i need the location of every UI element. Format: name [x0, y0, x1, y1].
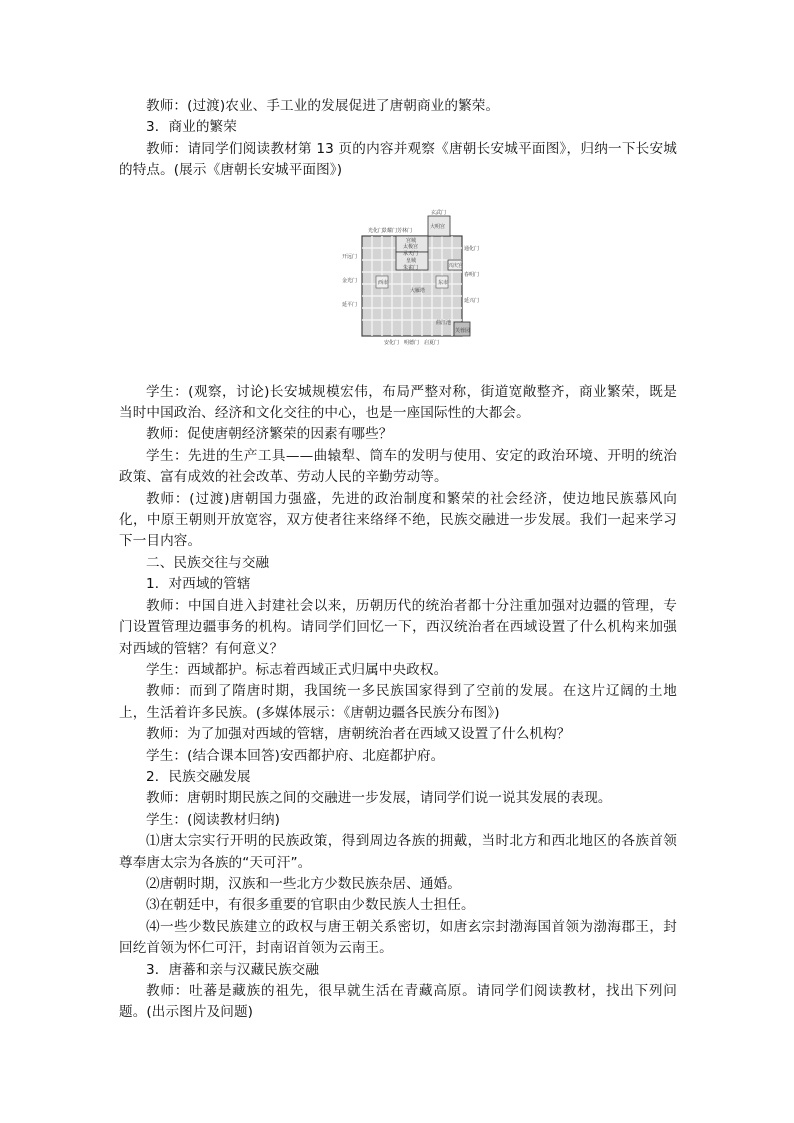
paragraph: 教师：(过渡)农业、手工业的发展促进了唐朝商业的繁荣。	[146, 98, 500, 114]
list-item: ⑴唐太宗实行开明的民族政策，得到周边各族的拥戴，当时北方和西北地区的各族首领尊奉唐太宗为各族的“天可汗”。	[119, 833, 677, 871]
map-label-tonghuamen: 通化门	[464, 245, 480, 252]
section-heading: 二、民族交往与交融	[146, 554, 270, 571]
paragraph: 教师：(过渡)唐朝国力强盛，先进的政治制度和繁荣的社会经济，使边地民族慕风向化，中原王朝则开放宽容，双方使者往来络绎不绝，民族交融进一步发展。我们一起来学习下一目内容。	[119, 490, 677, 550]
map-label-qujiangchi: 曲江池	[436, 319, 452, 326]
map-label-gongcheng: 宫城	[406, 237, 417, 244]
map-label-xishi: 西市	[378, 279, 389, 286]
list-item: ⑷一些少数民族建立的政权与唐王朝关系密切，如唐玄宗封渤海国首领为渤海郡王，封回纥首领为怀仁可汗，封南诏首领为云南王。	[119, 918, 677, 957]
subsection-heading: 1．对西域的管辖	[146, 576, 251, 593]
list-item: ⑵唐朝时期，汉族和一些北方少数民族杂居、通婚。	[146, 875, 461, 892]
map-label-kaiyuanmen: 开远门	[342, 253, 358, 260]
section-heading: 3．商业的繁荣	[146, 119, 237, 136]
paragraph: 教师：请同学们阅读教材第 13 页的内容并观察《唐朝长安城平面图》，归纳一下长安城的特点。(展示《唐朝长安城平面图》)	[119, 140, 677, 179]
map-label-mingdemen: 明德门	[404, 339, 420, 346]
subsection-heading: 2．民族交融发展	[146, 768, 251, 785]
map-label-chengtianmen: 承天门	[403, 250, 419, 257]
changan-city-map-figure	[119, 208, 677, 368]
map-label-yanxingmen: 延兴门	[464, 297, 480, 304]
paragraph: 学生：西域都护。标志着西域正式归属中央政权。	[146, 661, 448, 678]
map-label-huangcheng: 皇城	[406, 257, 417, 264]
paragraph: 教师：中国自进入封建社会以来，历朝历代的统治者都十分注重加强对边疆的管理，专门设置管理边疆事务的机构。请同学们回忆一下，西汉统治者在西域设置了什么机构来加强对西域的管辖？有何意义？	[119, 597, 677, 657]
map-label-taijigong: 太极宫	[403, 243, 419, 250]
map-label-anhuamen: 安化门	[384, 339, 400, 346]
paragraph: 教师：吐蕃是藏族的祖先，很早就生活在青藏高原。请同学们阅读教材，找出下列问题。(出示图片及问题)	[119, 983, 677, 1021]
map-label-yanpingmen: 延平门	[342, 301, 358, 308]
map-label-chunmingmen: 春明门	[464, 271, 480, 278]
map-label-fanglinmen: 芳林门	[397, 227, 413, 234]
paragraph: 学生：(结合课本回答)安西都护府、北庭都护府。	[146, 747, 445, 764]
paragraph: 教师：为了加强对西域的管辖，唐朝统治者在西域又设置了什么机构？	[146, 726, 571, 743]
map-label-xuanwumen: 玄武门	[431, 209, 447, 216]
paragraph: 学生：(阅读教材归纳)	[146, 811, 281, 828]
map-label-jinguangmen: 金光门	[342, 277, 358, 284]
map-label-zhuquemen: 朱雀门	[403, 264, 419, 271]
list-item: ⑶在朝廷中，有很多重要的官职由少数民族人士担任。	[146, 897, 475, 914]
paragraph: 教师：唐朝时期民族之间的交融进一步发展，请同学们说一说其发展的表现。	[146, 790, 612, 807]
paragraph: 教师：而到了隋唐时期，我国统一多民族国家得到了空前的发展。在这片辽阔的土地上，生活着许多民族。(多媒体展示：《唐朝边疆各民族分布图》)	[119, 683, 677, 721]
paragraph: 学生：(观察，讨论)长安城规模宏伟，布局严整对称，街道宽敞整齐，商业繁荣，既是当时中国政治、经济和文化交往的中心，也是一座国际性的大都会。	[119, 383, 677, 422]
paragraph: 教师：促使唐朝经济繁荣的因素有哪些？	[146, 426, 393, 443]
map-label-dayanta: 大雁塔	[410, 287, 426, 294]
map-label-guanghuamen: 光化门	[368, 227, 384, 234]
changan-city-map	[340, 208, 480, 368]
map-label-qixiamen: 启夏门	[424, 339, 440, 346]
paragraph: 学生：先进的生产工具——曲辕犁、筒车的发明与使用、安定的政治环境、开明的统治政策、富有成效的社会改革、劳动人民的辛勤劳动等。	[119, 447, 677, 486]
map-label-xingqinggong: 兴庆宫	[448, 262, 464, 269]
document-page	[119, 96, 677, 1024]
map-label-daminggong: 大明宫	[430, 223, 446, 230]
subsection-heading: 3．唐蕃和亲与汉藏民族交融	[146, 961, 320, 978]
map-label-dongshi: 东市	[438, 279, 449, 286]
map-label-furongyuan: 芙蓉园	[455, 327, 471, 334]
map-label-jingyaomen: 景耀门	[382, 227, 398, 234]
